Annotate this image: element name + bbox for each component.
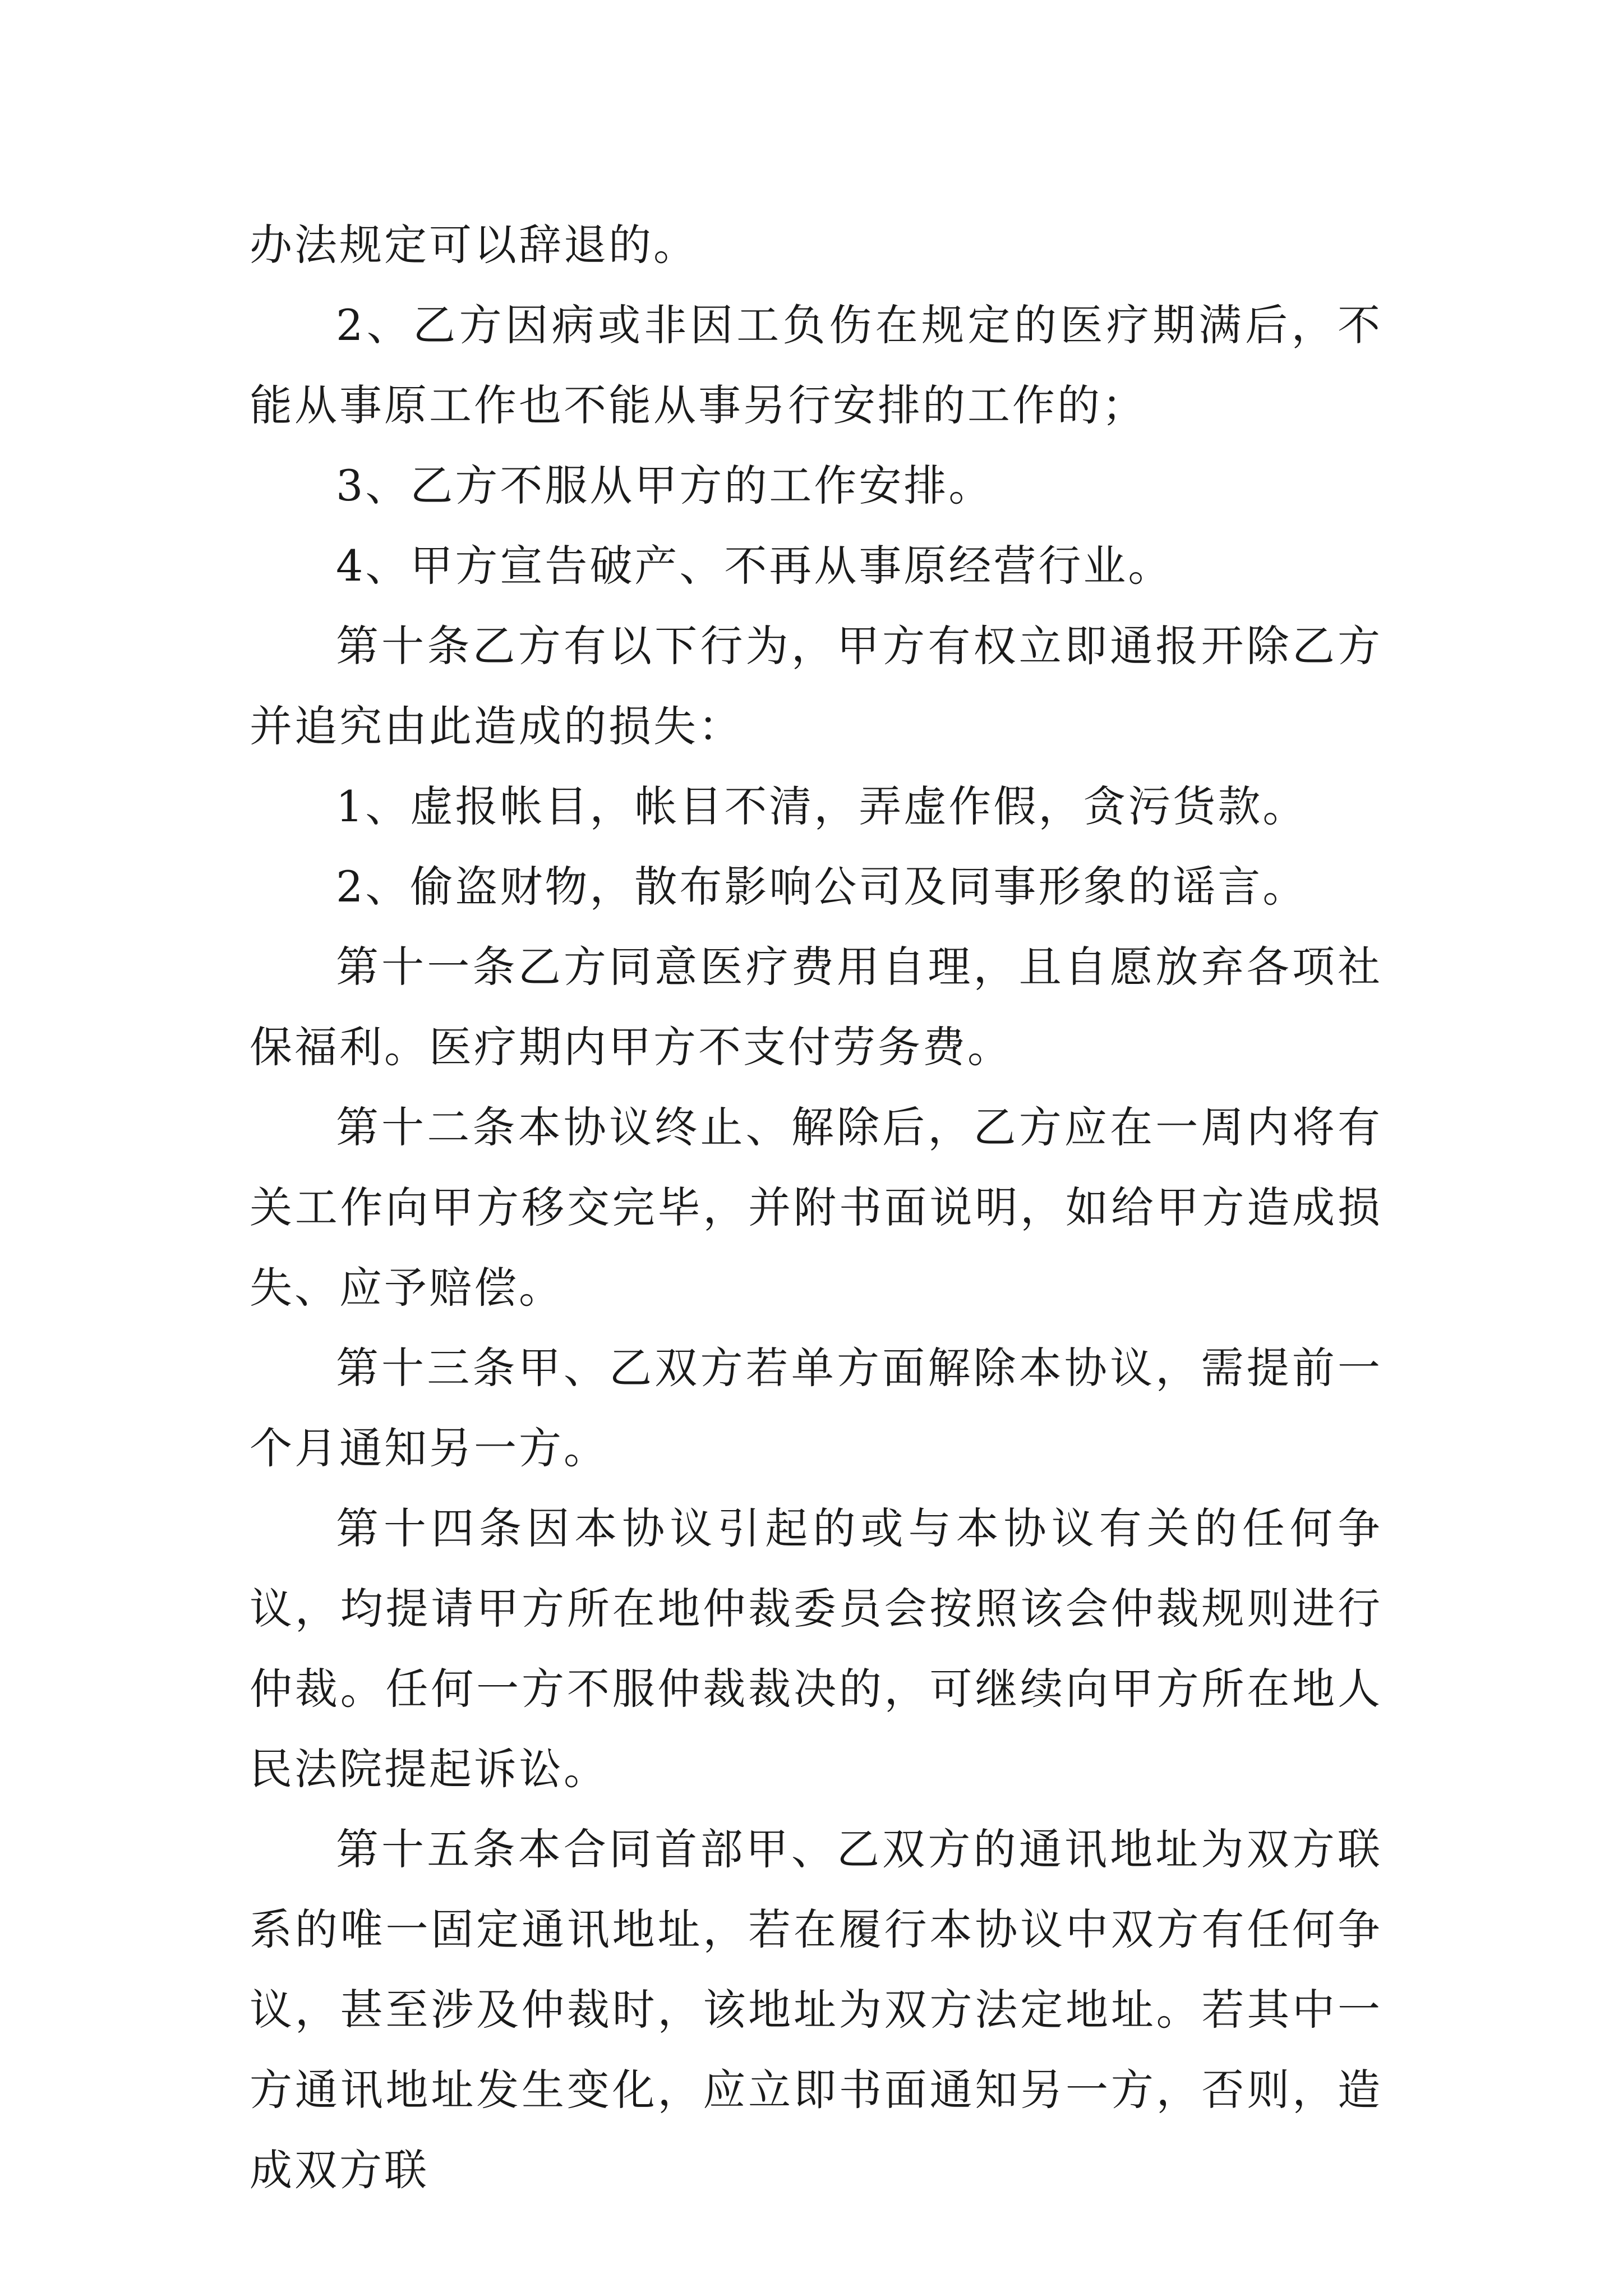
paragraph-4: 4、甲方宣告破产、不再从事原经营行业。 <box>336 541 1173 591</box>
paragraph-10: 第十三条甲、乙双方若单方面解除本协议，需提前一个月通知另一方。 <box>250 1343 1382 1473</box>
paragraph-5: 第十条乙方有以下行为，甲方有权立即通报开除乙方并追究由此造成的损失： <box>250 621 1382 751</box>
paragraph-9: 第十二条本协议终止、解除后，乙方应在一周内将有关工作向甲方移交完毕，并附书面说明，如给甲方造成损失、应予赔偿。 <box>250 1102 1382 1313</box>
paragraph-1: 办法规定可以辞退的。 <box>250 220 698 270</box>
paragraph-3: 3、乙方不服从甲方的工作安排。 <box>336 461 994 510</box>
paragraph-12: 第十五条本合同首部甲、乙双方的通讯地址为双方联系的唯一固定通讯地址，若在履行本协议中双方有任何争议，甚至涉及仲裁时，该地址为双方法定地址。若其中一方通讯地址发生变化，应立即书面通知另一方，否则，造成双方联 <box>250 1824 1382 2195</box>
paragraph-2: 2、乙方因病或非因工负伤在规定的医疗期满后，不能从事原工作也不能从事另行安排的工作的； <box>250 300 1382 430</box>
paragraph-8: 第十一条乙方同意医疗费用自理，且自愿放弃各项社保福利。医疗期内甲方不支付劳务费。 <box>250 942 1382 1072</box>
document-body <box>250 205 1382 2210</box>
paragraph-11: 第十四条因本协议引起的或与本协议有关的任何争议，均提请甲方所在地仲裁委员会按照该会仲裁规则进行仲裁。任何一方不服仲裁裁决的，可继续向甲方所在地人民法院提起诉讼。 <box>250 1503 1382 1794</box>
paragraph-6: 1、虚报帐目，帐目不清，弄虚作假，贪污货款。 <box>336 781 1308 831</box>
paragraph-7: 2、偷盗财物，散布影响公司及同事形象的谣言。 <box>336 862 1308 912</box>
